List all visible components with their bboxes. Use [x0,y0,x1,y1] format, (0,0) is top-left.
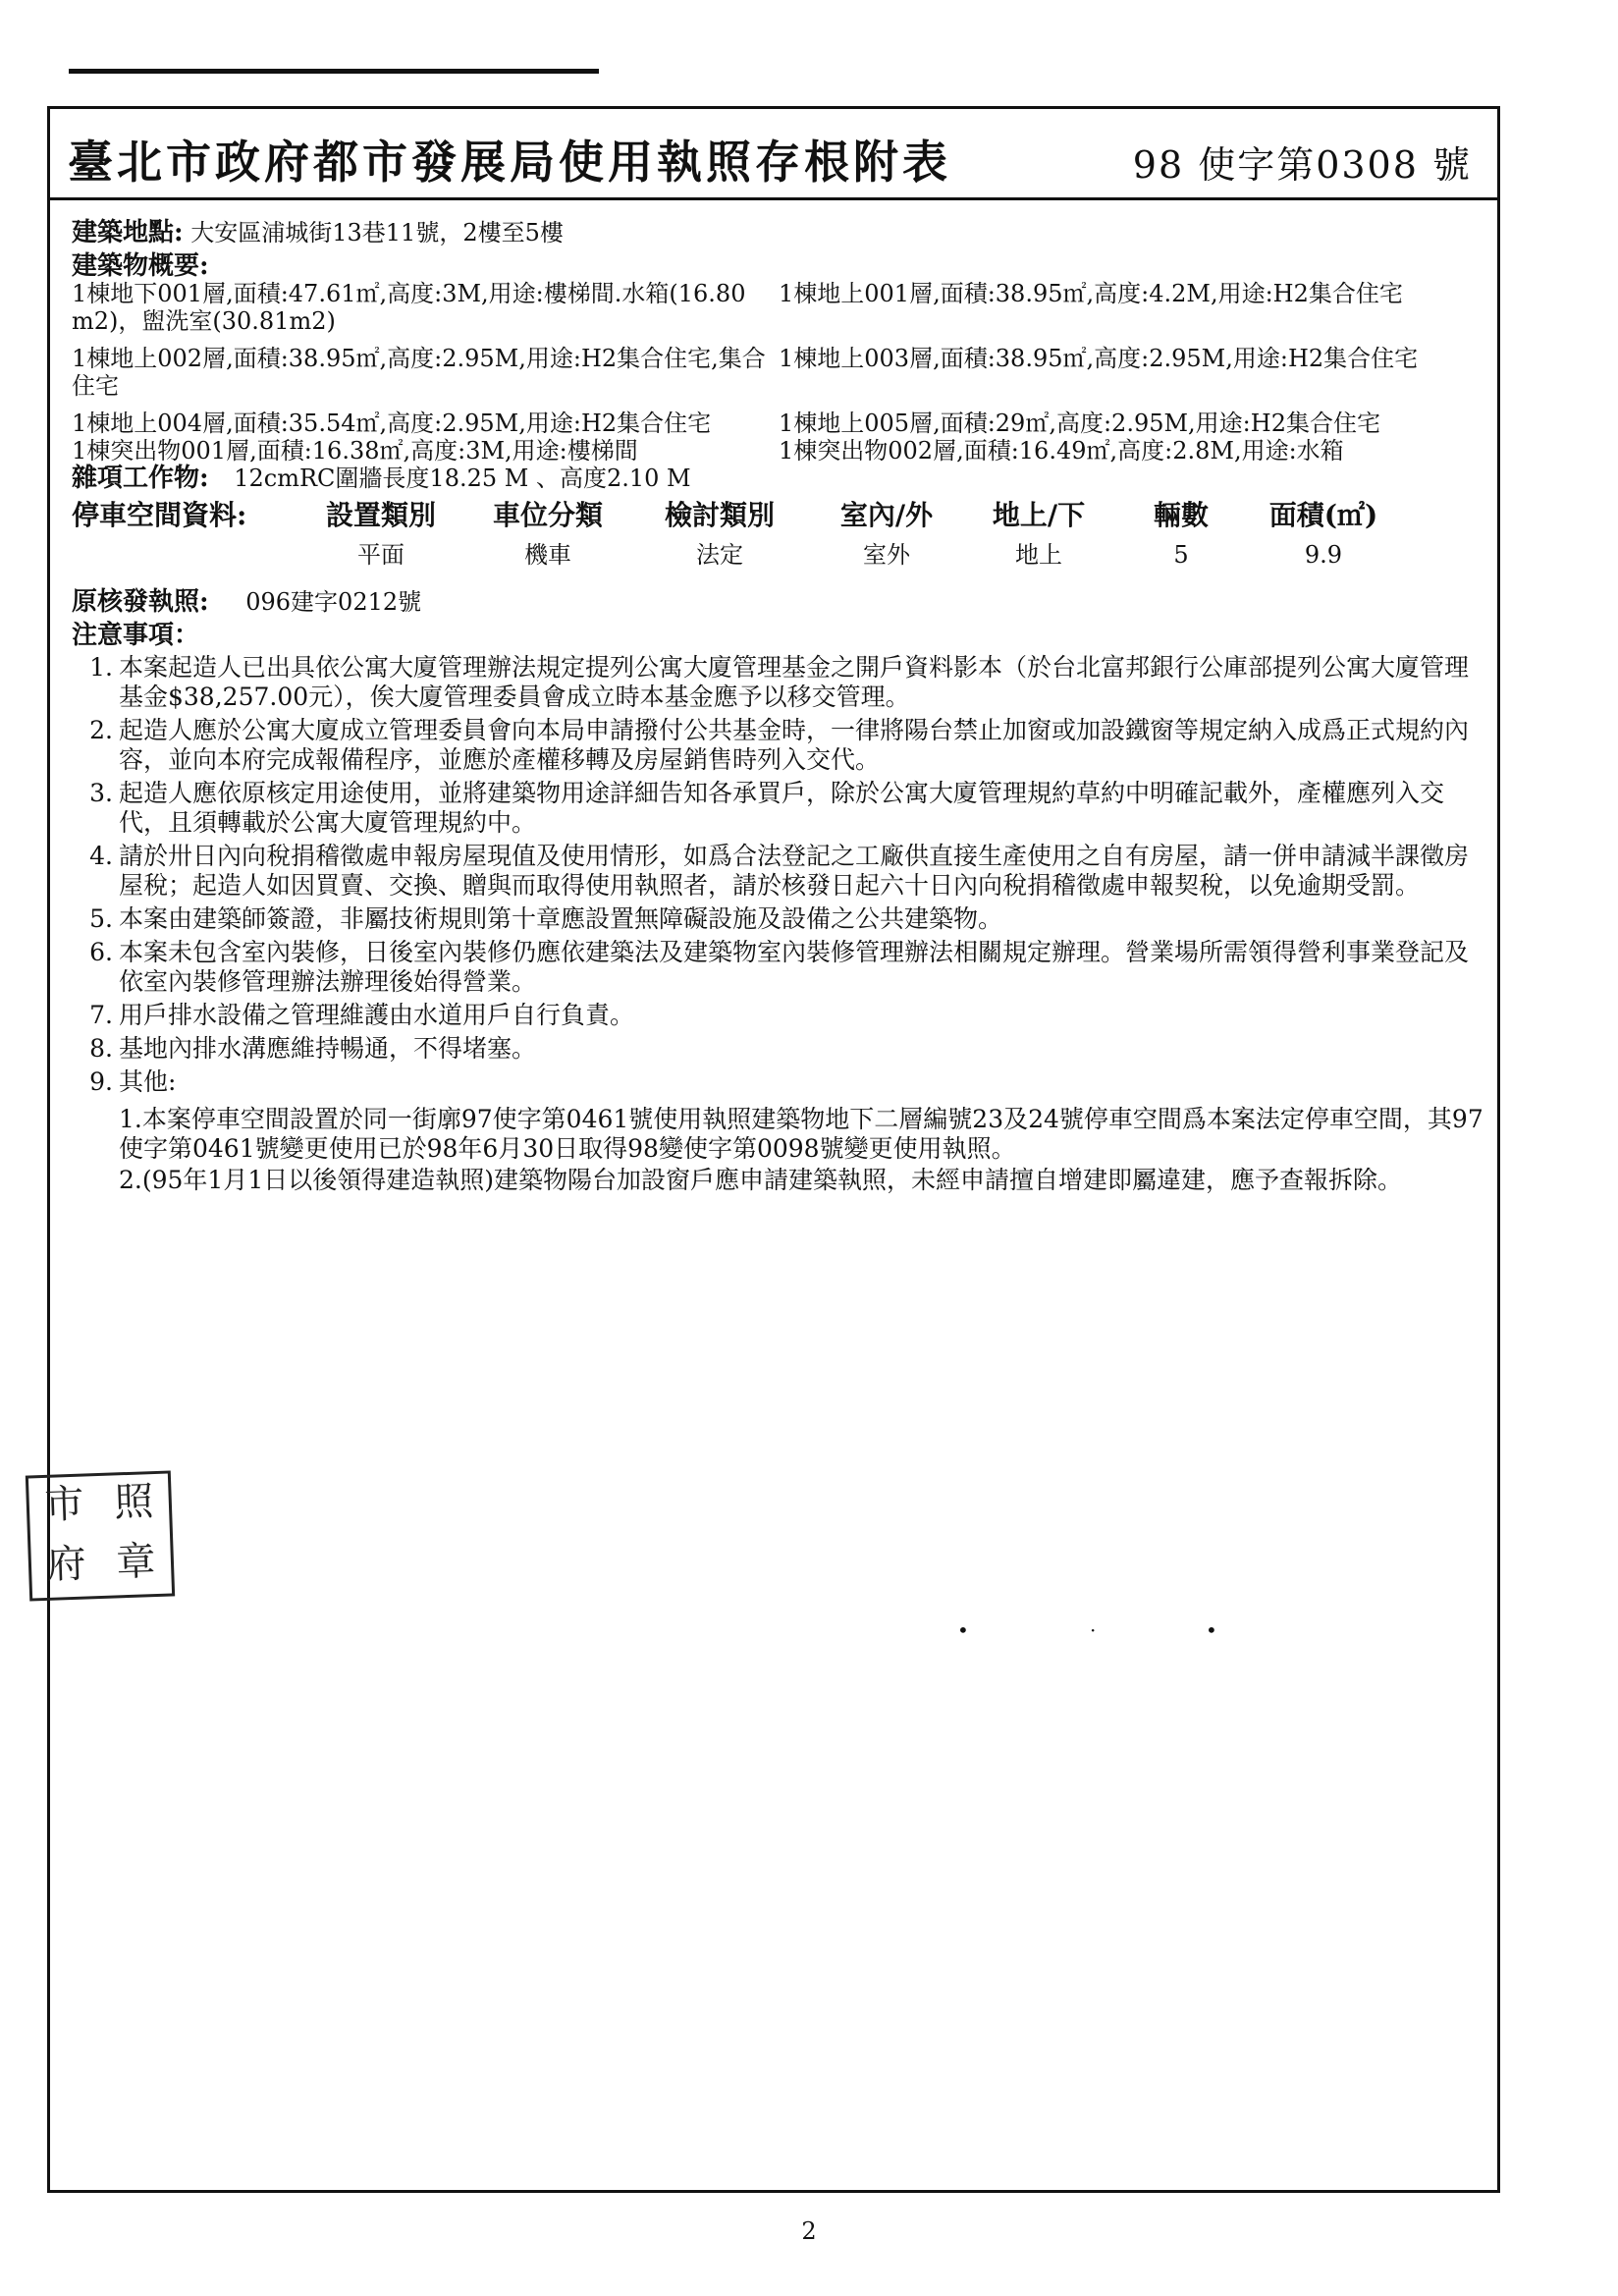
note-item: 9. 其他: [89,1067,177,1096]
parking-cell: 機車 [524,541,571,569]
parking-col-header: 地上/下 [992,499,1086,531]
notes-list [72,653,1485,1195]
parking-col-header: 車位分類 [492,499,603,531]
parking-col-header: 檢討類別 [664,499,775,531]
note-sub-item: 1.本案停車空間設置於同一街廓97使字第0461號使用執照建築物地下二層編號23及24號停車空間爲本案法定停車空間，其97使字第0461號變更使用已於98年6月30日取得98變使字第0098號變更使用執照。 [119,1105,1483,1163]
note-item: 4. 請於卅日內向稅捐稽徵處申報房屋現值及使用情形，如爲合法登記之工廠供直接生產使用之自有房屋，請一併申請減半課徵房屋稅；起造人如因買賣、交換、贈與而取得使用執照者，請於核發日起六十日內向稅捐稽徵處申報契稅，以免逾期受罰。 [89,842,1470,900]
overview-label: 建築物概要: [72,251,209,281]
note-item: 5. 本案由建築師簽證，非屬技術規則第十章應設置無障礙設施及設備之公共建築物。 [89,904,1003,933]
overview-cell: 1棟突出物002層,面積:16.49㎡,高度:2.8M,用途:水箱 [779,437,1344,465]
scan-speck: · [1090,1618,1097,1642]
note-sub-item: 2.(95年1月1日以後領得建造執照)建築物陽台加設窗戶應申請建築執照，未經申請擅自增建即屬違建，應予查報拆除。 [119,1166,1402,1194]
parking-data-row [72,541,1485,569]
overview-cell: 1棟地上001層,面積:38.95㎡,高度:4.2M,用途:H2集合住宅 [779,280,1403,307]
header-divider [50,197,1497,200]
parking-cell: 9.9 [1304,541,1343,569]
overview-cell: 1棟突出物001層,面積:16.38㎡,高度:3M,用途:樓梯間 [72,437,638,465]
note-item: 1. 本案起造人已出具依公寓大廈管理辦法規定提列公寓大廈管理基金之開戶資料影本（於台北富邦銀行公庫部提列公寓大廈管理基金$38,257.00元），俟大廈管理委員會成立時本基金應予以移交管理。 [89,653,1470,711]
parking-col-header: 輛數 [1153,499,1209,531]
parking-cell: 地上 [1015,541,1062,569]
note-item: 8. 基地內排水溝應維持暢通，不得堵塞。 [89,1034,537,1063]
document-title: 臺北市政府都市發展局使用執照存根附表 [68,136,951,189]
header-top-line [69,69,599,74]
original-permit-value: 096建字0212號 [245,588,422,616]
overview-cell: 1棟地上005層,面積:29㎡,高度:2.95M,用途:H2集合住宅 [779,410,1380,437]
document-frame [47,106,1500,2193]
notes-label: 注意事項： [72,621,200,650]
overview-cell: 1棟地上002層,面積:38.95㎡,高度:2.95M,用途:H2集合住宅,集合住宅 [72,345,766,400]
parking-col-header: 設置類別 [325,499,436,531]
parking-header [72,499,1485,531]
page-number: 2 [801,2217,817,2245]
parking-cell: 5 [1173,541,1189,569]
note-item: 3. 起造人應依原核定用途使用，並將建築物用途詳細告知各承買戶，除於公寓大廈管理規約草約中明確記載外，產權應列入交代，且須轉載於公寓大廈管理規約中。 [89,779,1445,837]
parking-cell: 平面 [357,541,404,569]
address-row [72,219,1485,246]
scan-speck: • [1206,1618,1217,1642]
parking-label: 停車空間資料: [72,499,247,531]
document-body [72,219,1485,1195]
parking-col-header: 室內/外 [839,499,934,531]
official-seal-stamp: 市 照 府 章 [26,1470,175,1601]
overview-cell: 1棟地上003層,面積:38.95㎡,高度:2.95M,用途:H2集合住宅 [779,345,1419,372]
misc-works-label: 雜項工作物: [72,464,209,493]
parking-cell: 室外 [863,541,910,569]
original-permit-row [72,588,1485,616]
note-item: 2. 起造人應於公寓大廈成立管理委員會向本局申請撥付公共基金時，一律將陽台禁止加窗或加設鐵窗等規定納入成爲正式規約內容，並向本府完成報備程序，並應於產權移轉及房屋銷售時列入交代。 [89,716,1470,774]
misc-works-value: 12cmRC圍牆長度18.25 M 、高度2.10 M [234,465,691,492]
original-permit-label: 原核發執照: [72,587,209,617]
note-item: 7. 用戶排水設備之管理維護由水道用戶自行負責。 [89,1001,635,1029]
address-value: 大安區浦城街13巷11號，2樓至5樓 [190,219,564,246]
overview-grid [72,280,1485,465]
permit-number: 98 使字第0308 號 [1132,143,1472,187]
parking-col-header: 面積(㎡) [1268,499,1378,531]
note-item: 6. 本案未包含室內裝修，日後室內裝修仍應依建築法及建築物室內裝修管理辦法相關規定辦理。營業場所需領得營利事業登記及依室內裝修管理辦法辦理後始得營業。 [89,938,1470,996]
overview-cell: 1棟地下001層,面積:47.61㎡,高度:3M,用途:樓梯間.水箱(16.80 m2)，盥洗室(30.81m2) [72,280,746,335]
address-label: 建築地點: [72,218,184,247]
scan-speck: • [957,1618,969,1642]
parking-cell: 法定 [696,541,743,569]
misc-works-row [72,465,1485,492]
overview-cell: 1棟地上004層,面積:35.54㎡,高度:2.95M,用途:H2集合住宅 [72,410,712,437]
